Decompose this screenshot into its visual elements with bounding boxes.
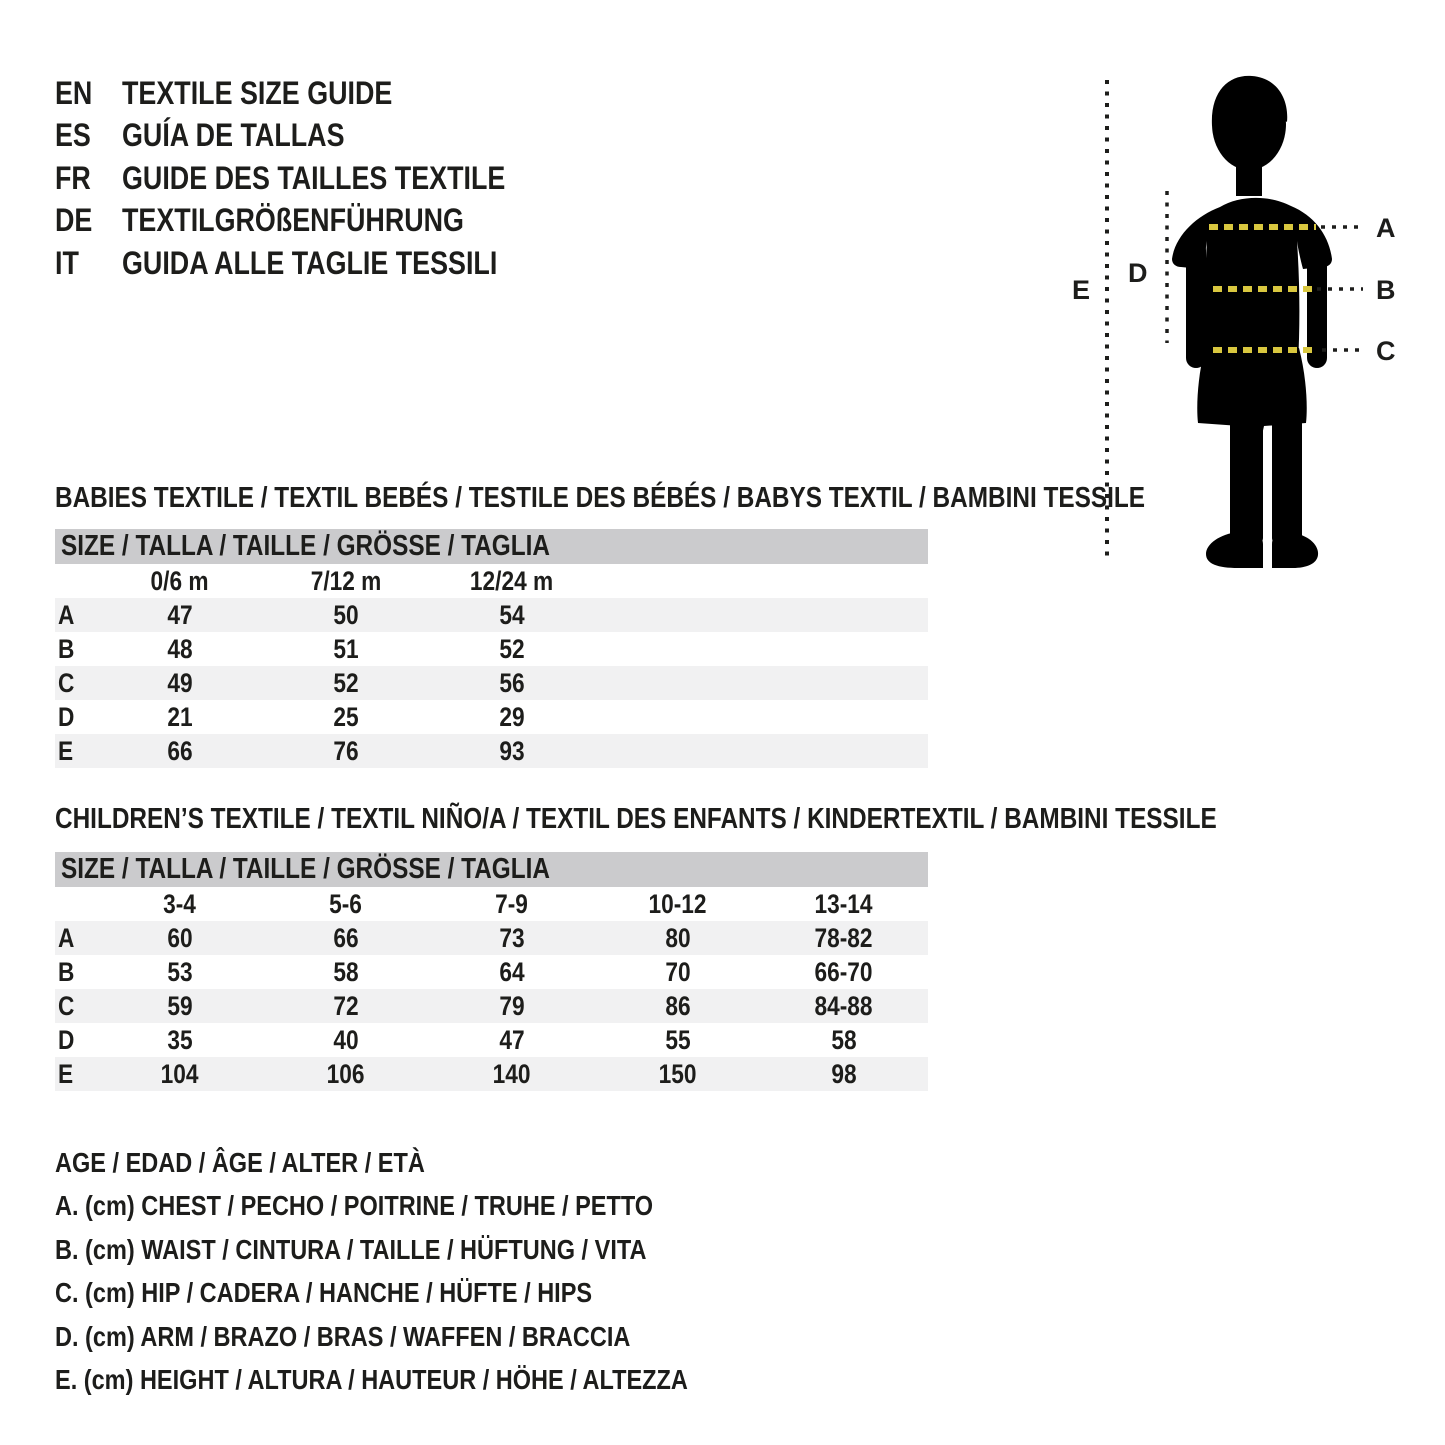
table-row [55, 921, 928, 955]
label-E: E [1072, 275, 1091, 305]
children-size-table [55, 852, 928, 1091]
row-label: E [58, 1059, 74, 1089]
row-label: A [58, 923, 75, 953]
cell-value: 79 [499, 991, 525, 1021]
cell-value: 73 [499, 923, 525, 953]
row-label: D [58, 1025, 75, 1055]
cell-value: 76 [333, 736, 359, 766]
legend-line: D. (cm) ARM / BRAZO / BRAS / WAFFEN / BRACCIA [55, 1321, 631, 1352]
column-header: 5-6 [329, 889, 363, 919]
cell-value: 49 [167, 668, 193, 698]
cell-value: 72 [333, 991, 359, 1021]
size-header-bar [55, 529, 928, 564]
label-C: C [1376, 336, 1396, 366]
language-title: GUIDA ALLE TAGLIE TESSILI [122, 245, 498, 281]
cell-value: 40 [333, 1025, 359, 1055]
table-row [55, 1023, 928, 1057]
cell-value: 70 [665, 957, 691, 987]
silhouette-right-shoe [1272, 532, 1318, 568]
cell-value: 58 [333, 957, 359, 987]
column-header: 12/24 m [470, 566, 554, 596]
section-heading-text: BABIES TEXTILE / TEXTIL BEBÉS / TESTILE DES BÉBÉS / BABYS TEXTIL / BAMBINI TESSILE [55, 482, 1146, 514]
size-header-text: SIZE / TALLA / TAILLE / GRÖSSE / TAGLIA [61, 530, 550, 562]
cell-value: 58 [831, 1025, 857, 1055]
table-row [55, 632, 928, 666]
legend-line: C. (cm) HIP / CADERA / HANCHE / HÜFTE / HIPS [55, 1277, 593, 1308]
cell-value: 64 [499, 957, 525, 987]
size-header-bar [55, 852, 928, 887]
size-header-text: SIZE / TALLA / TAILLE / GRÖSSE / TAGLIA [61, 853, 550, 885]
cell-value: 66 [333, 923, 359, 953]
babies-size-table [55, 529, 928, 768]
label-A: A [1376, 213, 1396, 243]
cell-value: 29 [499, 702, 525, 732]
cell-value: 66 [167, 736, 193, 766]
cell-value: 66-70 [814, 957, 874, 987]
cell-value: 140 [493, 1059, 531, 1089]
language-code: IT [55, 245, 79, 281]
column-header-row [55, 887, 928, 921]
language-title: TEXTILE SIZE GUIDE [122, 75, 393, 111]
cell-value: 78-82 [814, 923, 874, 953]
cell-value: 47 [499, 1025, 525, 1055]
column-header: 10-12 [648, 889, 708, 919]
cell-value: 59 [167, 991, 193, 1021]
table-row [55, 734, 928, 768]
cell-value: 55 [665, 1025, 691, 1055]
column-header: 3-4 [163, 889, 197, 919]
language-code: ES [55, 117, 91, 153]
section-heading-babies [55, 481, 1353, 515]
cell-value: 54 [499, 600, 525, 630]
cell-value: 25 [333, 702, 359, 732]
silhouette-neck [1236, 156, 1262, 196]
cell-value: 104 [161, 1059, 199, 1089]
row-label: D [58, 702, 75, 732]
silhouette-left-arm [1186, 240, 1206, 368]
cell-value: 80 [665, 923, 691, 953]
silhouette-left-shoe [1206, 532, 1263, 569]
cell-value: 93 [499, 736, 525, 766]
row-label: A [58, 600, 75, 630]
column-header: 7-9 [495, 889, 529, 919]
table-row [55, 666, 928, 700]
legend-line: E. (cm) HEIGHT / ALTURA / HAUTEUR / HÖHE / ALTEZZA [55, 1364, 688, 1395]
table-row [55, 955, 928, 989]
cell-value: 60 [167, 923, 193, 953]
row-label: C [58, 991, 75, 1021]
cell-value: 47 [167, 600, 193, 630]
measurement-figure [1060, 60, 1445, 600]
legend-line: B. (cm) WAIST / CINTURA / TAILLE / HÜFTUNG / VITA [55, 1234, 647, 1265]
label-D: D [1128, 258, 1148, 288]
section-heading-children [55, 802, 1438, 836]
legend-line: A. (cm) CHEST / PECHO / POITRINE / TRUHE / PETTO [55, 1190, 654, 1221]
table-row [55, 598, 928, 632]
cell-value: 50 [333, 600, 359, 630]
table-row [55, 989, 928, 1023]
cell-value: 53 [167, 957, 193, 987]
label-B: B [1376, 275, 1396, 305]
language-code: FR [55, 160, 91, 196]
column-header: 0/6 m [150, 566, 209, 596]
cell-value: 21 [167, 702, 193, 732]
row-label: B [58, 634, 75, 664]
cell-value: 150 [659, 1059, 697, 1089]
cell-value: 106 [327, 1059, 365, 1089]
language-title: GUIDE DES TAILLES TEXTILE [122, 160, 506, 196]
cell-value: 86 [665, 991, 691, 1021]
legend-line: AGE / EDAD / ÂGE / ALTER / ETÀ [55, 1147, 425, 1178]
language-title: TEXTILGRÖßENFÜHRUNG [122, 202, 464, 238]
column-header: 7/12 m [310, 566, 382, 596]
cell-value: 84-88 [814, 991, 874, 1021]
table-row [55, 1057, 928, 1091]
row-label: C [58, 668, 75, 698]
row-label: B [58, 957, 75, 987]
cell-value: 35 [167, 1025, 193, 1055]
row-label: E [58, 736, 74, 766]
cell-value: 52 [333, 668, 359, 698]
cell-value: 98 [831, 1059, 857, 1089]
cell-value: 52 [499, 634, 525, 664]
cell-value: 56 [499, 668, 525, 698]
table-row [55, 700, 928, 734]
column-header-row [55, 564, 928, 598]
language-code: EN [55, 75, 93, 111]
column-header: 13-14 [814, 889, 874, 919]
cell-value: 48 [167, 634, 193, 664]
language-code: DE [55, 202, 93, 238]
section-heading-text: CHILDREN’S TEXTILE / TEXTIL NIÑO/A / TEXTIL DES ENFANTS / KINDERTEXTIL / BAMBINI TESSILE [55, 803, 1217, 835]
cell-value: 51 [333, 634, 359, 664]
language-title: GUÍA DE TALLAS [122, 117, 345, 153]
